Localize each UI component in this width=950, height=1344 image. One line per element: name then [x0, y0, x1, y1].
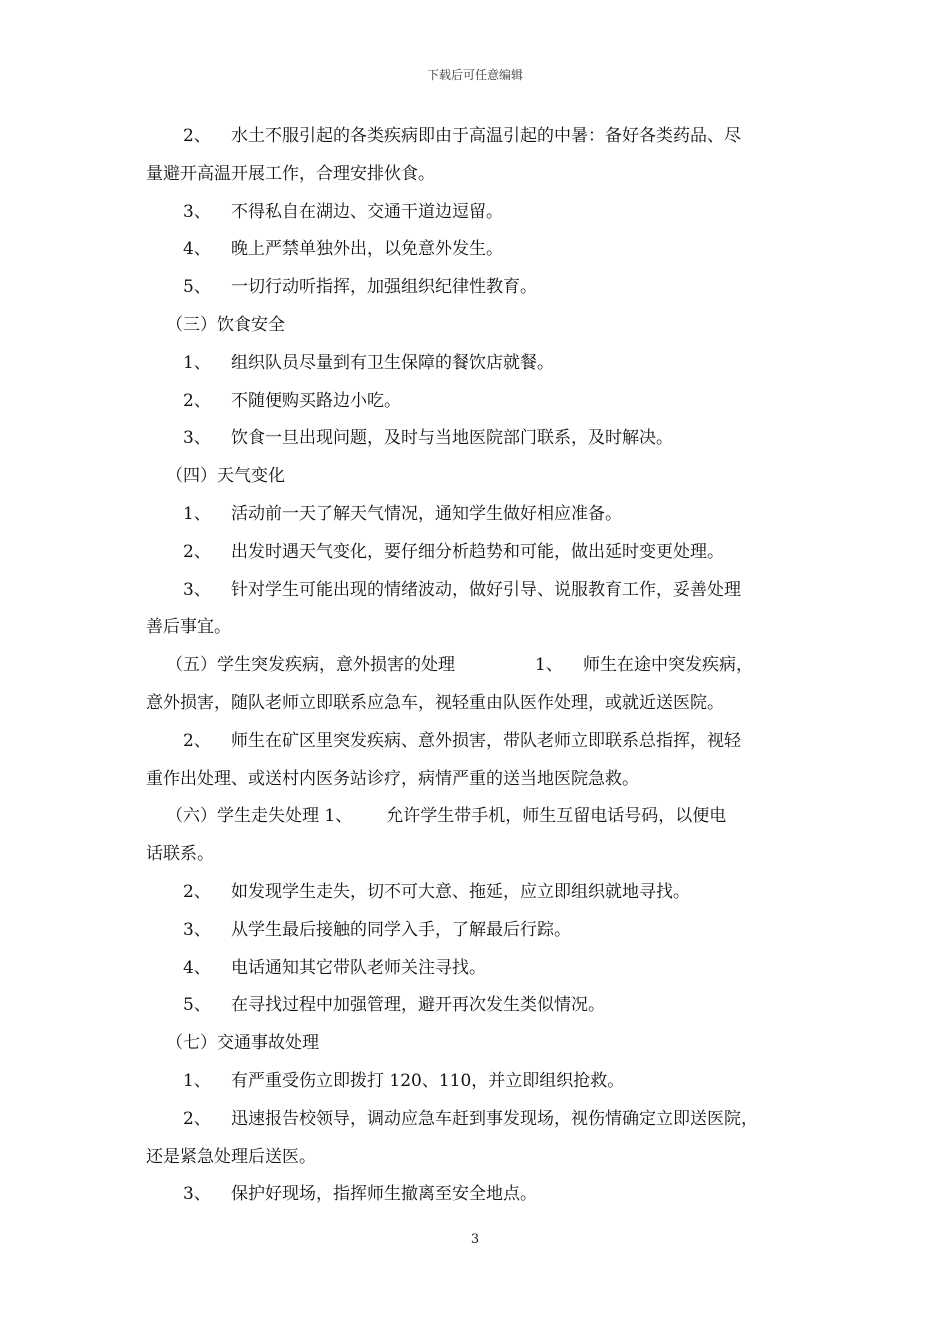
item-number: 1、: [183, 1070, 211, 1091]
item-text: 针对学生可能出现的情绪波动，做好引导、说服教育工作，妥善处理: [231, 579, 741, 600]
item-text: 活动前一天了解天气情况，通知学生做好相应准备。: [231, 503, 622, 524]
list-item: [146, 723, 810, 761]
paragraph-continuation: 重作出处理、或送村内医务站诊疗，病情严重的送当地医院急救。: [146, 768, 639, 789]
item-number: 2、: [183, 881, 211, 902]
item-number: 2、: [183, 126, 211, 146]
item-text: 出发时遇天气变化，要仔细分析趋势和可能，做出延时变更处理。: [231, 541, 724, 562]
page-number: 3: [470, 1232, 480, 1247]
item-number: 1、: [183, 503, 211, 524]
item-text: 不随便购买路边小吃。: [231, 390, 401, 411]
list-item: [146, 1101, 810, 1139]
item-text: 不得私自在湖边、交通干道边逗留。: [231, 201, 503, 222]
item-text: 电话通知其它带队老师关注寻找。: [231, 957, 486, 978]
list-item: [146, 231, 810, 269]
item-text: 师生在途中突发疾病，: [583, 655, 753, 676]
item-text: 从学生最后接触的同学入手，了解最后行踪。: [231, 919, 571, 940]
heading-text: （六）学生走失处理 1、: [166, 806, 353, 827]
item-number: 2、: [183, 390, 211, 411]
list-item: [146, 912, 810, 950]
paragraph-continuation: 意外损害，随队老师立即联系应急车，视轻重由队医作处理，或就近送医院。: [146, 692, 724, 713]
list-item: [146, 496, 810, 534]
item-number: 1、: [535, 655, 563, 676]
item-text: 一切行动听指挥，加强组织纪律性教育。: [231, 277, 537, 298]
paragraph-continuation: 量避开高温开展工作，合理安排伙食。: [146, 163, 435, 184]
list-item: [146, 950, 810, 988]
list-item: [146, 194, 810, 232]
list-item: [146, 534, 810, 572]
item-number: 2、: [183, 541, 211, 562]
document-body: [146, 118, 810, 1214]
item-number: 1、: [183, 352, 211, 373]
list-item: [146, 987, 810, 1025]
item-text: 水土不服引起的各类疾病即由于高温引起的中暑：备好各类药品、尽: [231, 126, 741, 146]
section-heading: [146, 647, 810, 685]
item-text: 迅速报告校领导，调动应急车赶到事发现场，视伤情确定立即送医院，: [231, 1108, 758, 1129]
section-heading: （三）饮食安全: [166, 314, 285, 335]
paragraph-continuation: 还是紧急处理后送医。: [146, 1146, 316, 1167]
item-text: 如发现学生走失，切不可大意、拖延，应立即组织就地寻找。: [231, 881, 690, 902]
list-item: [146, 1176, 810, 1214]
item-text: 在寻找过程中加强管理，避开再次发生类似情况。: [231, 995, 605, 1016]
list-item: [146, 269, 810, 307]
heading-text: （五）学生突发疾病，意外损害的处理: [166, 655, 455, 676]
item-text: 晚上严禁单独外出，以免意外发生。: [231, 239, 503, 260]
item-number: 2、: [183, 1108, 211, 1129]
section-heading: [146, 798, 810, 836]
item-number: 3、: [183, 201, 211, 222]
list-item: [146, 572, 810, 610]
item-text: 饮食一旦出现问题，及时与当地医院部门联系，及时解决。: [231, 428, 673, 449]
list-item: [146, 874, 810, 912]
list-item: [146, 383, 810, 421]
list-item: [146, 420, 810, 458]
item-text: 保护好现场，指挥师生撤离至安全地点。: [231, 1184, 537, 1205]
paragraph-continuation: 善后事宜。: [146, 617, 231, 638]
section-heading: （七）交通事故处理: [166, 1033, 319, 1054]
paragraph-continuation: 话联系。: [146, 844, 214, 865]
item-number: 5、: [183, 995, 211, 1016]
item-number: 3、: [183, 579, 211, 600]
item-number: 4、: [183, 239, 211, 260]
page-header: 下载后可任意编辑: [426, 68, 523, 82]
item-number: 3、: [183, 1184, 211, 1205]
item-number: 3、: [183, 919, 211, 940]
list-item: [146, 1063, 810, 1101]
item-number: 5、: [183, 277, 211, 298]
item-text: 组织队员尽量到有卫生保障的餐饮店就餐。: [231, 352, 554, 373]
section-heading: （四）天气变化: [166, 466, 285, 487]
item-text: 师生在矿区里突发疾病、意外损害，带队老师立即联系总指挥，视轻: [231, 730, 741, 751]
list-item: [146, 118, 810, 156]
item-number: 2、: [183, 730, 211, 751]
item-text: 有严重受伤立即拨打 120、110，并立即组织抢救。: [231, 1070, 625, 1091]
item-text: 允许学生带手机，师生互留电话号码，以便电: [386, 806, 727, 827]
item-number: 3、: [183, 428, 211, 449]
list-item: [146, 345, 810, 383]
item-number: 4、: [183, 957, 211, 978]
